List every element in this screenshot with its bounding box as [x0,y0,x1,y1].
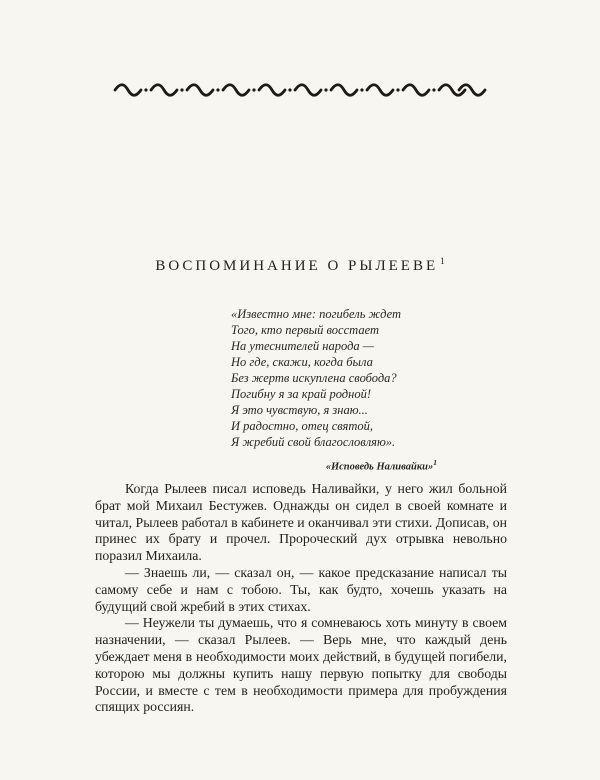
epigraph-line: Без жертв искуплена свобода? [231,371,397,385]
epigraph-line: Я жребий свой благословляю». [231,435,396,449]
body-text [95,481,507,716]
chapter-title [0,256,600,275]
epigraph [231,306,437,476]
epigraph-line: Но где, скажи, когда была [231,355,373,369]
epigraph-attribution-text: «Исповедь Наливайки» [325,461,434,473]
scroll-band-icon [113,82,487,98]
paragraph: — Знаешь ли, — сказал он, — какое предсказание написал ты самому себе и нам с тобою. Ты, как будто, хочешь указать на будущий свой жребий в этих стихах. [95,564,507,614]
epigraph-line: И радостно, отец святой, [231,419,373,433]
header-ornament [0,82,600,98]
chapter-title-text: ВОСПОМИНАНИЕ О РЫЛЕЕВЕ [155,258,439,274]
title-footnote-ref: 1 [440,256,445,266]
epigraph-attribution [231,455,437,476]
epigraph-line: Погибну я за край родной! [231,387,371,401]
epigraph-line: На утеснителей народа — [231,339,374,353]
epigraph-line: Того, кто первый восстает [231,323,379,337]
paragraph: Когда Рылеев писал исповедь Наливайки, у него жил больной брат мой Михаил Бестужев. Однажды он сидел в своей комнате и читал, Рылеев работал в кабинете и оканчивал эти стихи. Дописав, он принес их брату и прочел. Пророческий дух отрывка невольно поразил Михаила. [95,481,507,564]
paragraph: — Неужели ты думаешь, что я сомневаюсь хоть минуту в своем назначении, — сказал Рылеев. — Верь мне, что каждый день убеждает меня в необходимости моих действий, в будущей погибели, которою мы должны купить нашу первую попытку для свободы России, и вместе с тем в необходимости примера для пробуждения спящих россиян. [95,615,507,715]
epigraph-line: Я это чувствую, я знаю... [231,403,368,417]
epigraph-line: «Известно мне: погибель ждет [231,307,402,321]
attribution-footnote-ref: 1 [433,458,437,467]
